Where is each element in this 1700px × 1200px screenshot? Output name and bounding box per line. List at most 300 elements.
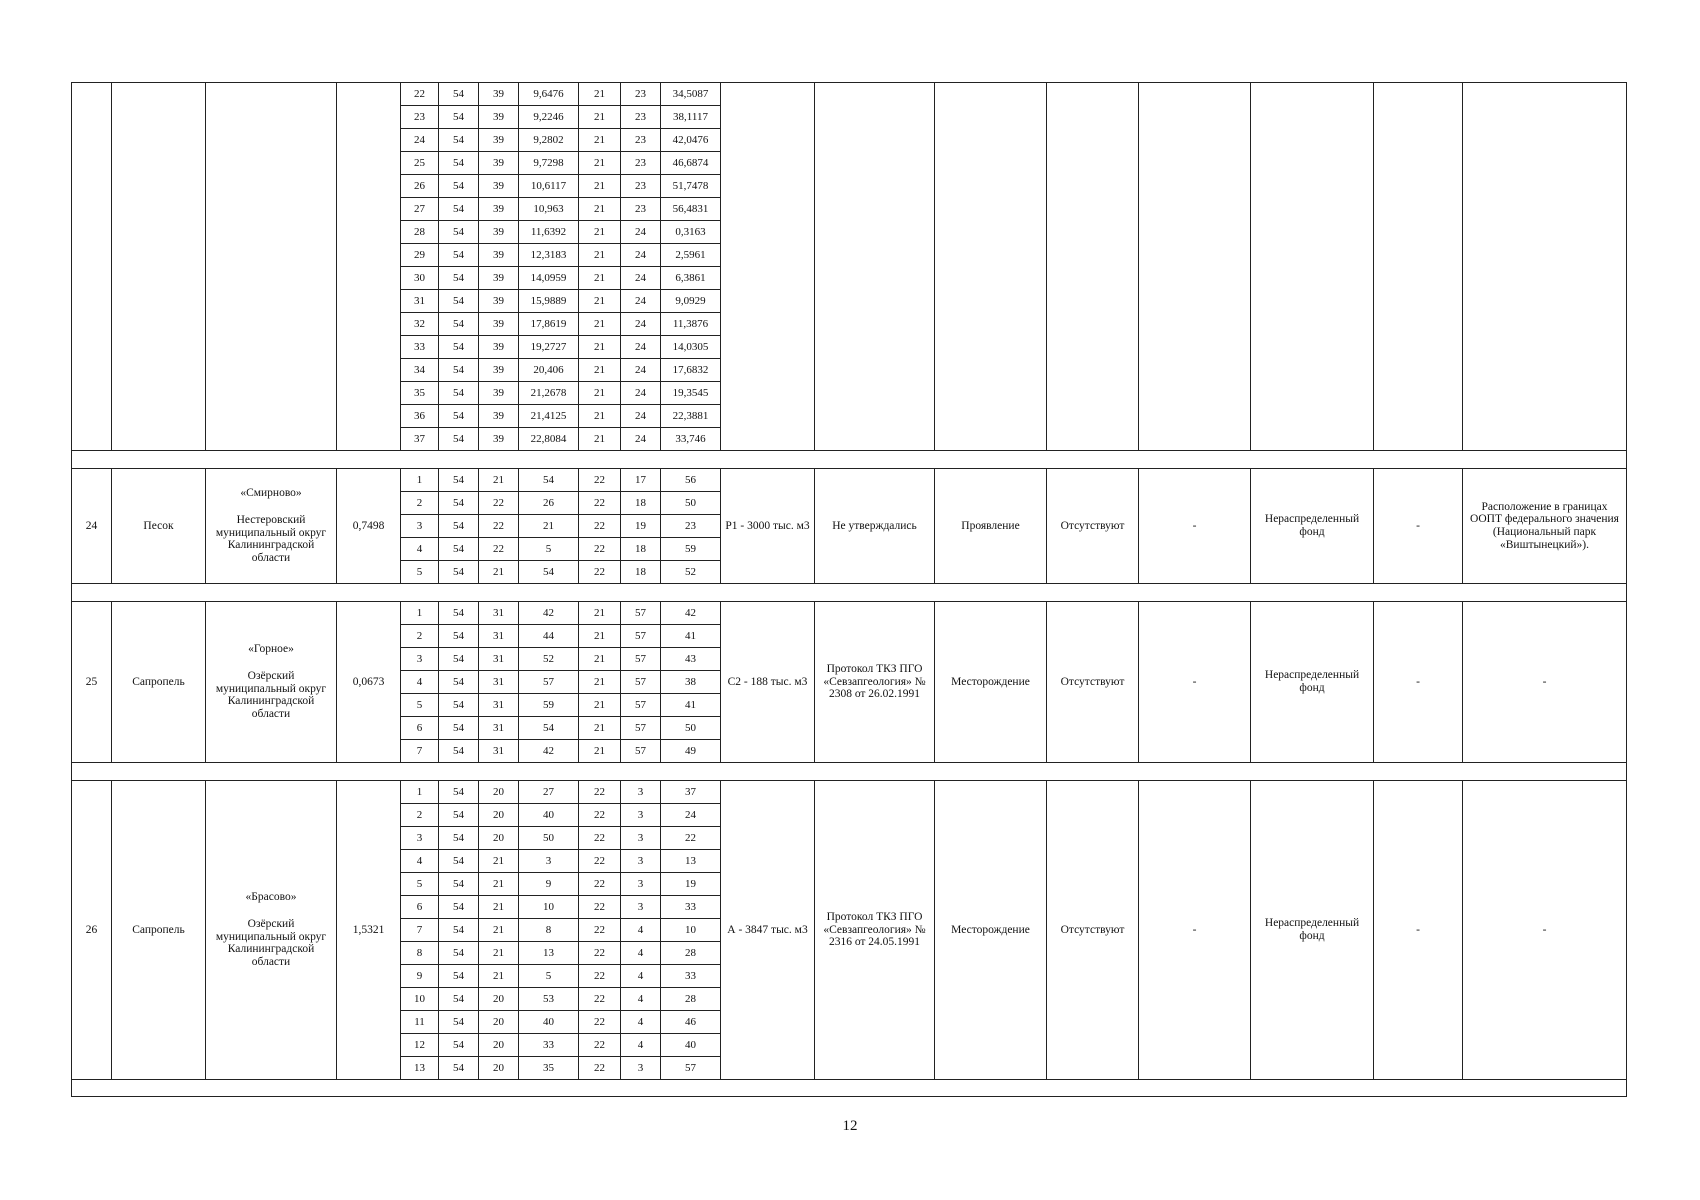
resources-value: А - 3847 тыс. м3 bbox=[721, 781, 815, 1080]
coord-cell: 5 bbox=[401, 694, 439, 717]
coord-cell: 23 bbox=[621, 106, 661, 129]
coord-cell: 57 bbox=[519, 671, 579, 694]
coord-cell: 54 bbox=[439, 538, 479, 561]
coord-cell: 33 bbox=[519, 1034, 579, 1057]
coord-cell: 21 bbox=[479, 942, 519, 965]
coord-cell: 4 bbox=[621, 1011, 661, 1034]
coord-cell: 9,0929 bbox=[661, 290, 721, 313]
area-value: 0,0673 bbox=[337, 602, 401, 763]
coord-cell: 14,0305 bbox=[661, 336, 721, 359]
coord-cell: 13 bbox=[661, 850, 721, 873]
coord-cell: 3 bbox=[621, 827, 661, 850]
coord-cell: 3 bbox=[621, 781, 661, 804]
coord-cell: 52 bbox=[519, 648, 579, 671]
col-14-value: - bbox=[1374, 781, 1463, 1080]
col-14-value: - bbox=[1374, 602, 1463, 763]
coord-cell: 37 bbox=[401, 428, 439, 451]
coord-cell: 31 bbox=[479, 671, 519, 694]
coord-cell: 39 bbox=[479, 290, 519, 313]
coord-cell: 46 bbox=[661, 1011, 721, 1034]
coord-cell: 21 bbox=[579, 244, 621, 267]
coord-cell: 39 bbox=[479, 428, 519, 451]
coord-cell: 21 bbox=[479, 469, 519, 492]
coord-cell: 59 bbox=[519, 694, 579, 717]
site-cell bbox=[206, 469, 337, 584]
site-name: «Горное» bbox=[248, 643, 294, 656]
coord-cell: 19,3545 bbox=[661, 382, 721, 405]
coord-cell: 39 bbox=[479, 244, 519, 267]
coord-cell: 27 bbox=[519, 781, 579, 804]
coord-cell: 4 bbox=[621, 919, 661, 942]
coord-cell: 35 bbox=[401, 382, 439, 405]
coord-cell: 54 bbox=[439, 129, 479, 152]
coord-cell: 13 bbox=[519, 942, 579, 965]
coord-cell: 50 bbox=[661, 717, 721, 740]
coord-cell: 4 bbox=[401, 850, 439, 873]
coord-cell: 50 bbox=[661, 492, 721, 515]
coord-cell: 10 bbox=[401, 988, 439, 1011]
site-cell bbox=[206, 602, 337, 763]
coord-cell: 54 bbox=[439, 827, 479, 850]
coord-cell: 21 bbox=[579, 198, 621, 221]
coord-cell: 17,8619 bbox=[519, 313, 579, 336]
coord-cell: 54 bbox=[439, 694, 479, 717]
coord-cell: 0,3163 bbox=[661, 221, 721, 244]
coord-cell: 22 bbox=[579, 515, 621, 538]
coord-cell: 10,963 bbox=[519, 198, 579, 221]
coord-cell: 24 bbox=[621, 221, 661, 244]
coord-cell: 23 bbox=[621, 83, 661, 106]
coord-cell: 56 bbox=[661, 469, 721, 492]
coord-cell: 57 bbox=[621, 625, 661, 648]
col-num bbox=[72, 83, 112, 451]
coord-cell: 54 bbox=[439, 244, 479, 267]
coord-cell: 54 bbox=[439, 428, 479, 451]
coord-cell: 54 bbox=[439, 625, 479, 648]
fund-status: Нераспределенный фонд bbox=[1251, 602, 1374, 763]
notes: - bbox=[1463, 602, 1627, 763]
coord-cell: 54 bbox=[439, 175, 479, 198]
coord-cell: 54 bbox=[439, 336, 479, 359]
coord-cell: 54 bbox=[439, 515, 479, 538]
coord-cell: 5 bbox=[401, 561, 439, 584]
coord-cell: 54 bbox=[439, 405, 479, 428]
resources-value: С2 - 188 тыс. м3 bbox=[721, 602, 815, 763]
coord-cell: 39 bbox=[479, 221, 519, 244]
coordinate-row bbox=[72, 469, 1627, 492]
coord-cell: 54 bbox=[439, 873, 479, 896]
coord-cell: 21 bbox=[579, 267, 621, 290]
coord-cell: 21 bbox=[579, 671, 621, 694]
coord-cell: 54 bbox=[439, 1011, 479, 1034]
coord-cell: 54 bbox=[439, 942, 479, 965]
coord-cell: 21 bbox=[579, 290, 621, 313]
coord-cell: 6 bbox=[401, 717, 439, 740]
coord-cell: 21 bbox=[579, 740, 621, 763]
coord-cell: 21 bbox=[579, 106, 621, 129]
coord-cell: 31 bbox=[479, 625, 519, 648]
coord-cell: 21 bbox=[479, 965, 519, 988]
coord-cell: 22 bbox=[579, 942, 621, 965]
coord-cell: 22 bbox=[579, 492, 621, 515]
col-12 bbox=[1139, 83, 1251, 451]
coord-cell: 34,5087 bbox=[661, 83, 721, 106]
site-location: Озёрский муниципальный округ Калининградской области bbox=[215, 670, 327, 720]
approval-status: Не утверждались bbox=[815, 469, 935, 584]
coord-cell: 28 bbox=[661, 988, 721, 1011]
site-cell bbox=[206, 781, 337, 1080]
coord-cell: 21 bbox=[579, 405, 621, 428]
coord-cell: 21 bbox=[479, 919, 519, 942]
coord-cell: 57 bbox=[621, 740, 661, 763]
coord-cell: 1 bbox=[401, 781, 439, 804]
coord-cell: 21 bbox=[579, 359, 621, 382]
coord-cell: 54 bbox=[439, 602, 479, 625]
coord-cell: 31 bbox=[479, 602, 519, 625]
object-type: Месторождение bbox=[935, 781, 1047, 1080]
coord-cell: 6,3861 bbox=[661, 267, 721, 290]
coord-cell: 40 bbox=[661, 1034, 721, 1057]
coord-cell: 54 bbox=[439, 896, 479, 919]
coord-cell: 9 bbox=[401, 965, 439, 988]
coord-cell: 54 bbox=[439, 850, 479, 873]
coord-cell: 39 bbox=[479, 175, 519, 198]
coord-cell: 8 bbox=[401, 942, 439, 965]
coord-cell: 54 bbox=[439, 221, 479, 244]
coord-cell: 54 bbox=[439, 648, 479, 671]
coord-cell: 39 bbox=[479, 152, 519, 175]
col-fund bbox=[1251, 83, 1374, 451]
deposits-table bbox=[71, 82, 1627, 1097]
license-status: Отсутствуют bbox=[1047, 469, 1139, 584]
coord-cell: 31 bbox=[401, 290, 439, 313]
coord-cell: 38 bbox=[661, 671, 721, 694]
coord-cell: 54 bbox=[439, 988, 479, 1011]
coord-cell: 54 bbox=[519, 469, 579, 492]
approval-status: Протокол ТКЗ ПГО «Севзапгеология» № 2316 от 24.05.1991 bbox=[815, 781, 935, 1080]
coord-cell: 41 bbox=[661, 694, 721, 717]
coord-cell: 18 bbox=[621, 561, 661, 584]
coord-cell: 29 bbox=[401, 244, 439, 267]
coord-cell: 22 bbox=[579, 919, 621, 942]
coord-cell: 24 bbox=[661, 804, 721, 827]
coord-cell: 57 bbox=[661, 1057, 721, 1080]
coord-cell: 3 bbox=[621, 1057, 661, 1080]
coord-cell: 10,6117 bbox=[519, 175, 579, 198]
coord-cell: 22 bbox=[579, 988, 621, 1011]
coord-cell: 7 bbox=[401, 740, 439, 763]
site-name: «Смирново» bbox=[240, 487, 302, 500]
coord-cell: 39 bbox=[479, 83, 519, 106]
coord-cell: 30 bbox=[401, 267, 439, 290]
coord-cell: 57 bbox=[621, 717, 661, 740]
col-12-value: - bbox=[1139, 469, 1251, 584]
coord-cell: 19 bbox=[621, 515, 661, 538]
coord-cell: 54 bbox=[439, 919, 479, 942]
coord-cell: 22 bbox=[479, 492, 519, 515]
coord-cell: 19 bbox=[661, 873, 721, 896]
coord-cell: 22,3881 bbox=[661, 405, 721, 428]
separator-row bbox=[72, 1080, 1627, 1097]
coord-cell: 2,5961 bbox=[661, 244, 721, 267]
coord-cell: 11,6392 bbox=[519, 221, 579, 244]
coord-cell: 20 bbox=[479, 1034, 519, 1057]
coord-cell: 59 bbox=[661, 538, 721, 561]
site-location: Нестеровский муниципальный округ Калининградской области bbox=[215, 514, 327, 564]
coord-cell: 32 bbox=[401, 313, 439, 336]
coord-cell: 54 bbox=[439, 804, 479, 827]
coord-cell: 57 bbox=[621, 671, 661, 694]
coord-cell: 54 bbox=[439, 561, 479, 584]
coord-cell: 24 bbox=[621, 428, 661, 451]
coord-cell: 22 bbox=[579, 469, 621, 492]
coord-cell: 4 bbox=[621, 1034, 661, 1057]
coord-cell: 22 bbox=[579, 896, 621, 919]
coord-cell: 21 bbox=[579, 129, 621, 152]
coord-cell: 21 bbox=[579, 83, 621, 106]
coord-cell: 19,2727 bbox=[519, 336, 579, 359]
coord-cell: 54 bbox=[439, 359, 479, 382]
separator-row bbox=[72, 451, 1627, 469]
coord-cell: 22 bbox=[479, 515, 519, 538]
coord-cell: 41 bbox=[661, 625, 721, 648]
coord-cell: 28 bbox=[401, 221, 439, 244]
coord-cell: 22 bbox=[579, 561, 621, 584]
coord-cell: 21 bbox=[579, 175, 621, 198]
coord-cell: 54 bbox=[439, 781, 479, 804]
coord-cell: 26 bbox=[519, 492, 579, 515]
coord-cell: 33 bbox=[661, 965, 721, 988]
separator-cell bbox=[72, 1080, 1627, 1097]
coord-cell: 9,7298 bbox=[519, 152, 579, 175]
mineral-type: Сапропель bbox=[112, 781, 206, 1080]
coord-cell: 3 bbox=[401, 515, 439, 538]
coord-cell: 57 bbox=[621, 602, 661, 625]
coord-cell: 39 bbox=[479, 382, 519, 405]
coord-cell: 3 bbox=[401, 827, 439, 850]
coord-cell: 39 bbox=[479, 267, 519, 290]
col-12-value: - bbox=[1139, 602, 1251, 763]
object-type: Проявление bbox=[935, 469, 1047, 584]
coord-cell: 21 bbox=[579, 648, 621, 671]
coord-cell: 54 bbox=[439, 290, 479, 313]
coord-cell: 24 bbox=[621, 267, 661, 290]
coord-cell: 23 bbox=[401, 106, 439, 129]
coord-cell: 56,4831 bbox=[661, 198, 721, 221]
coord-cell: 4 bbox=[621, 988, 661, 1011]
coord-cell: 24 bbox=[621, 382, 661, 405]
col-license bbox=[1047, 83, 1139, 451]
coord-cell: 54 bbox=[439, 1057, 479, 1080]
coord-cell: 21,2678 bbox=[519, 382, 579, 405]
coordinate-row bbox=[72, 602, 1627, 625]
coord-cell: 54 bbox=[439, 740, 479, 763]
notes: Расположение в границах ООПТ федерального значения (Национальный парк «Виштынецкий»). bbox=[1463, 469, 1627, 584]
coord-cell: 54 bbox=[439, 198, 479, 221]
coord-cell: 3 bbox=[519, 850, 579, 873]
coord-cell: 23 bbox=[661, 515, 721, 538]
page-number: 12 bbox=[842, 1118, 858, 1134]
coord-cell: 3 bbox=[621, 873, 661, 896]
coord-cell: 22 bbox=[579, 873, 621, 896]
coord-cell: 12,3183 bbox=[519, 244, 579, 267]
separator-cell bbox=[72, 584, 1627, 602]
coord-cell: 6 bbox=[401, 896, 439, 919]
coord-cell: 40 bbox=[519, 1011, 579, 1034]
coord-cell: 2 bbox=[401, 804, 439, 827]
area-value: 1,5321 bbox=[337, 781, 401, 1080]
site-name: «Брасово» bbox=[245, 891, 297, 904]
coord-cell: 31 bbox=[479, 694, 519, 717]
coord-cell: 24 bbox=[621, 313, 661, 336]
coord-cell: 54 bbox=[439, 313, 479, 336]
coord-cell: 9 bbox=[519, 873, 579, 896]
coord-cell: 22 bbox=[579, 804, 621, 827]
coord-cell: 5 bbox=[519, 965, 579, 988]
coord-cell: 39 bbox=[479, 405, 519, 428]
coord-cell: 21 bbox=[579, 625, 621, 648]
coord-cell: 22 bbox=[579, 538, 621, 561]
coord-cell: 54 bbox=[439, 469, 479, 492]
coord-cell: 54 bbox=[439, 671, 479, 694]
coord-cell: 37 bbox=[661, 781, 721, 804]
coord-cell: 36 bbox=[401, 405, 439, 428]
coord-cell: 21 bbox=[579, 602, 621, 625]
coord-cell: 24 bbox=[621, 336, 661, 359]
coord-cell: 39 bbox=[479, 198, 519, 221]
coord-cell: 22 bbox=[579, 781, 621, 804]
coord-cell: 20 bbox=[479, 804, 519, 827]
approval-status: Протокол ТКЗ ПГО «Севзапгеология» № 2308 от 26.02.1991 bbox=[815, 602, 935, 763]
coord-cell: 1 bbox=[401, 469, 439, 492]
coord-cell: 4 bbox=[621, 965, 661, 988]
coord-cell: 23 bbox=[621, 198, 661, 221]
coord-cell: 21 bbox=[579, 313, 621, 336]
coord-cell: 7 bbox=[401, 919, 439, 942]
col-site bbox=[206, 83, 337, 451]
coord-cell: 13 bbox=[401, 1057, 439, 1080]
coord-cell: 31 bbox=[479, 740, 519, 763]
coord-cell: 21 bbox=[579, 428, 621, 451]
coord-cell: 40 bbox=[519, 804, 579, 827]
coord-cell: 3 bbox=[401, 648, 439, 671]
coord-cell: 18 bbox=[621, 538, 661, 561]
coord-cell: 22 bbox=[579, 965, 621, 988]
coord-cell: 39 bbox=[479, 336, 519, 359]
coord-cell: 2 bbox=[401, 625, 439, 648]
coord-cell: 54 bbox=[439, 717, 479, 740]
coord-cell: 9,2246 bbox=[519, 106, 579, 129]
coord-cell: 54 bbox=[519, 561, 579, 584]
coord-cell: 21 bbox=[579, 152, 621, 175]
coord-cell: 20 bbox=[479, 1057, 519, 1080]
area-value: 0,7498 bbox=[337, 469, 401, 584]
coord-cell: 54 bbox=[439, 1034, 479, 1057]
coord-cell: 2 bbox=[401, 492, 439, 515]
coord-cell: 54 bbox=[439, 83, 479, 106]
coord-cell: 22 bbox=[579, 1057, 621, 1080]
coord-cell: 54 bbox=[519, 717, 579, 740]
coordinate-row bbox=[72, 781, 1627, 804]
coord-cell: 18 bbox=[621, 492, 661, 515]
separator-row bbox=[72, 584, 1627, 602]
coord-cell: 31 bbox=[479, 648, 519, 671]
coord-cell: 21 bbox=[579, 694, 621, 717]
coord-cell: 21 bbox=[479, 896, 519, 919]
license-status: Отсутствуют bbox=[1047, 781, 1139, 1080]
coord-cell: 22 bbox=[401, 83, 439, 106]
coord-cell: 9,6476 bbox=[519, 83, 579, 106]
coord-cell: 51,7478 bbox=[661, 175, 721, 198]
coord-cell: 14,0959 bbox=[519, 267, 579, 290]
coord-cell: 35 bbox=[519, 1057, 579, 1080]
coord-cell: 4 bbox=[401, 671, 439, 694]
coord-cell: 21 bbox=[579, 336, 621, 359]
mineral-type: Песок bbox=[112, 469, 206, 584]
coord-cell: 54 bbox=[439, 106, 479, 129]
coord-cell: 24 bbox=[621, 359, 661, 382]
coord-cell: 26 bbox=[401, 175, 439, 198]
coord-cell: 21 bbox=[519, 515, 579, 538]
coord-cell: 33,746 bbox=[661, 428, 721, 451]
coord-cell: 54 bbox=[439, 152, 479, 175]
separator-cell bbox=[72, 451, 1627, 469]
coord-cell: 1 bbox=[401, 602, 439, 625]
record-number: 25 bbox=[72, 602, 112, 763]
coord-cell: 21 bbox=[479, 561, 519, 584]
coord-cell: 23 bbox=[621, 129, 661, 152]
coord-cell: 50 bbox=[519, 827, 579, 850]
notes: - bbox=[1463, 781, 1627, 1080]
coord-cell: 20 bbox=[479, 988, 519, 1011]
coord-cell: 52 bbox=[661, 561, 721, 584]
coord-cell: 42,0476 bbox=[661, 129, 721, 152]
col-area bbox=[337, 83, 401, 451]
col-object-type bbox=[935, 83, 1047, 451]
coord-cell: 17,6832 bbox=[661, 359, 721, 382]
coord-cell: 8 bbox=[519, 919, 579, 942]
coord-cell: 33 bbox=[661, 896, 721, 919]
coord-cell: 46,6874 bbox=[661, 152, 721, 175]
coord-cell: 54 bbox=[439, 965, 479, 988]
coord-cell: 21,4125 bbox=[519, 405, 579, 428]
coord-cell: 20 bbox=[479, 1011, 519, 1034]
separator-cell bbox=[72, 763, 1627, 781]
coord-cell: 33 bbox=[401, 336, 439, 359]
col-14-value: - bbox=[1374, 469, 1463, 584]
coord-cell: 21 bbox=[579, 717, 621, 740]
coord-cell: 21 bbox=[479, 850, 519, 873]
col-12-value: - bbox=[1139, 781, 1251, 1080]
col-resources bbox=[721, 83, 815, 451]
coord-cell: 11 bbox=[401, 1011, 439, 1034]
coord-cell: 28 bbox=[661, 942, 721, 965]
coord-cell: 12 bbox=[401, 1034, 439, 1057]
fund-status: Нераспределенный фонд bbox=[1251, 469, 1374, 584]
coord-cell: 22,8084 bbox=[519, 428, 579, 451]
coord-cell: 22 bbox=[579, 1034, 621, 1057]
coord-cell: 24 bbox=[621, 405, 661, 428]
coordinate-row bbox=[72, 83, 1627, 106]
coord-cell: 20 bbox=[479, 827, 519, 850]
coord-cell: 54 bbox=[439, 492, 479, 515]
coord-cell: 57 bbox=[621, 694, 661, 717]
license-status: Отсутствуют bbox=[1047, 602, 1139, 763]
fund-status: Нераспределенный фонд bbox=[1251, 781, 1374, 1080]
coord-cell: 42 bbox=[519, 602, 579, 625]
coord-cell: 15,9889 bbox=[519, 290, 579, 313]
coord-cell: 34 bbox=[401, 359, 439, 382]
